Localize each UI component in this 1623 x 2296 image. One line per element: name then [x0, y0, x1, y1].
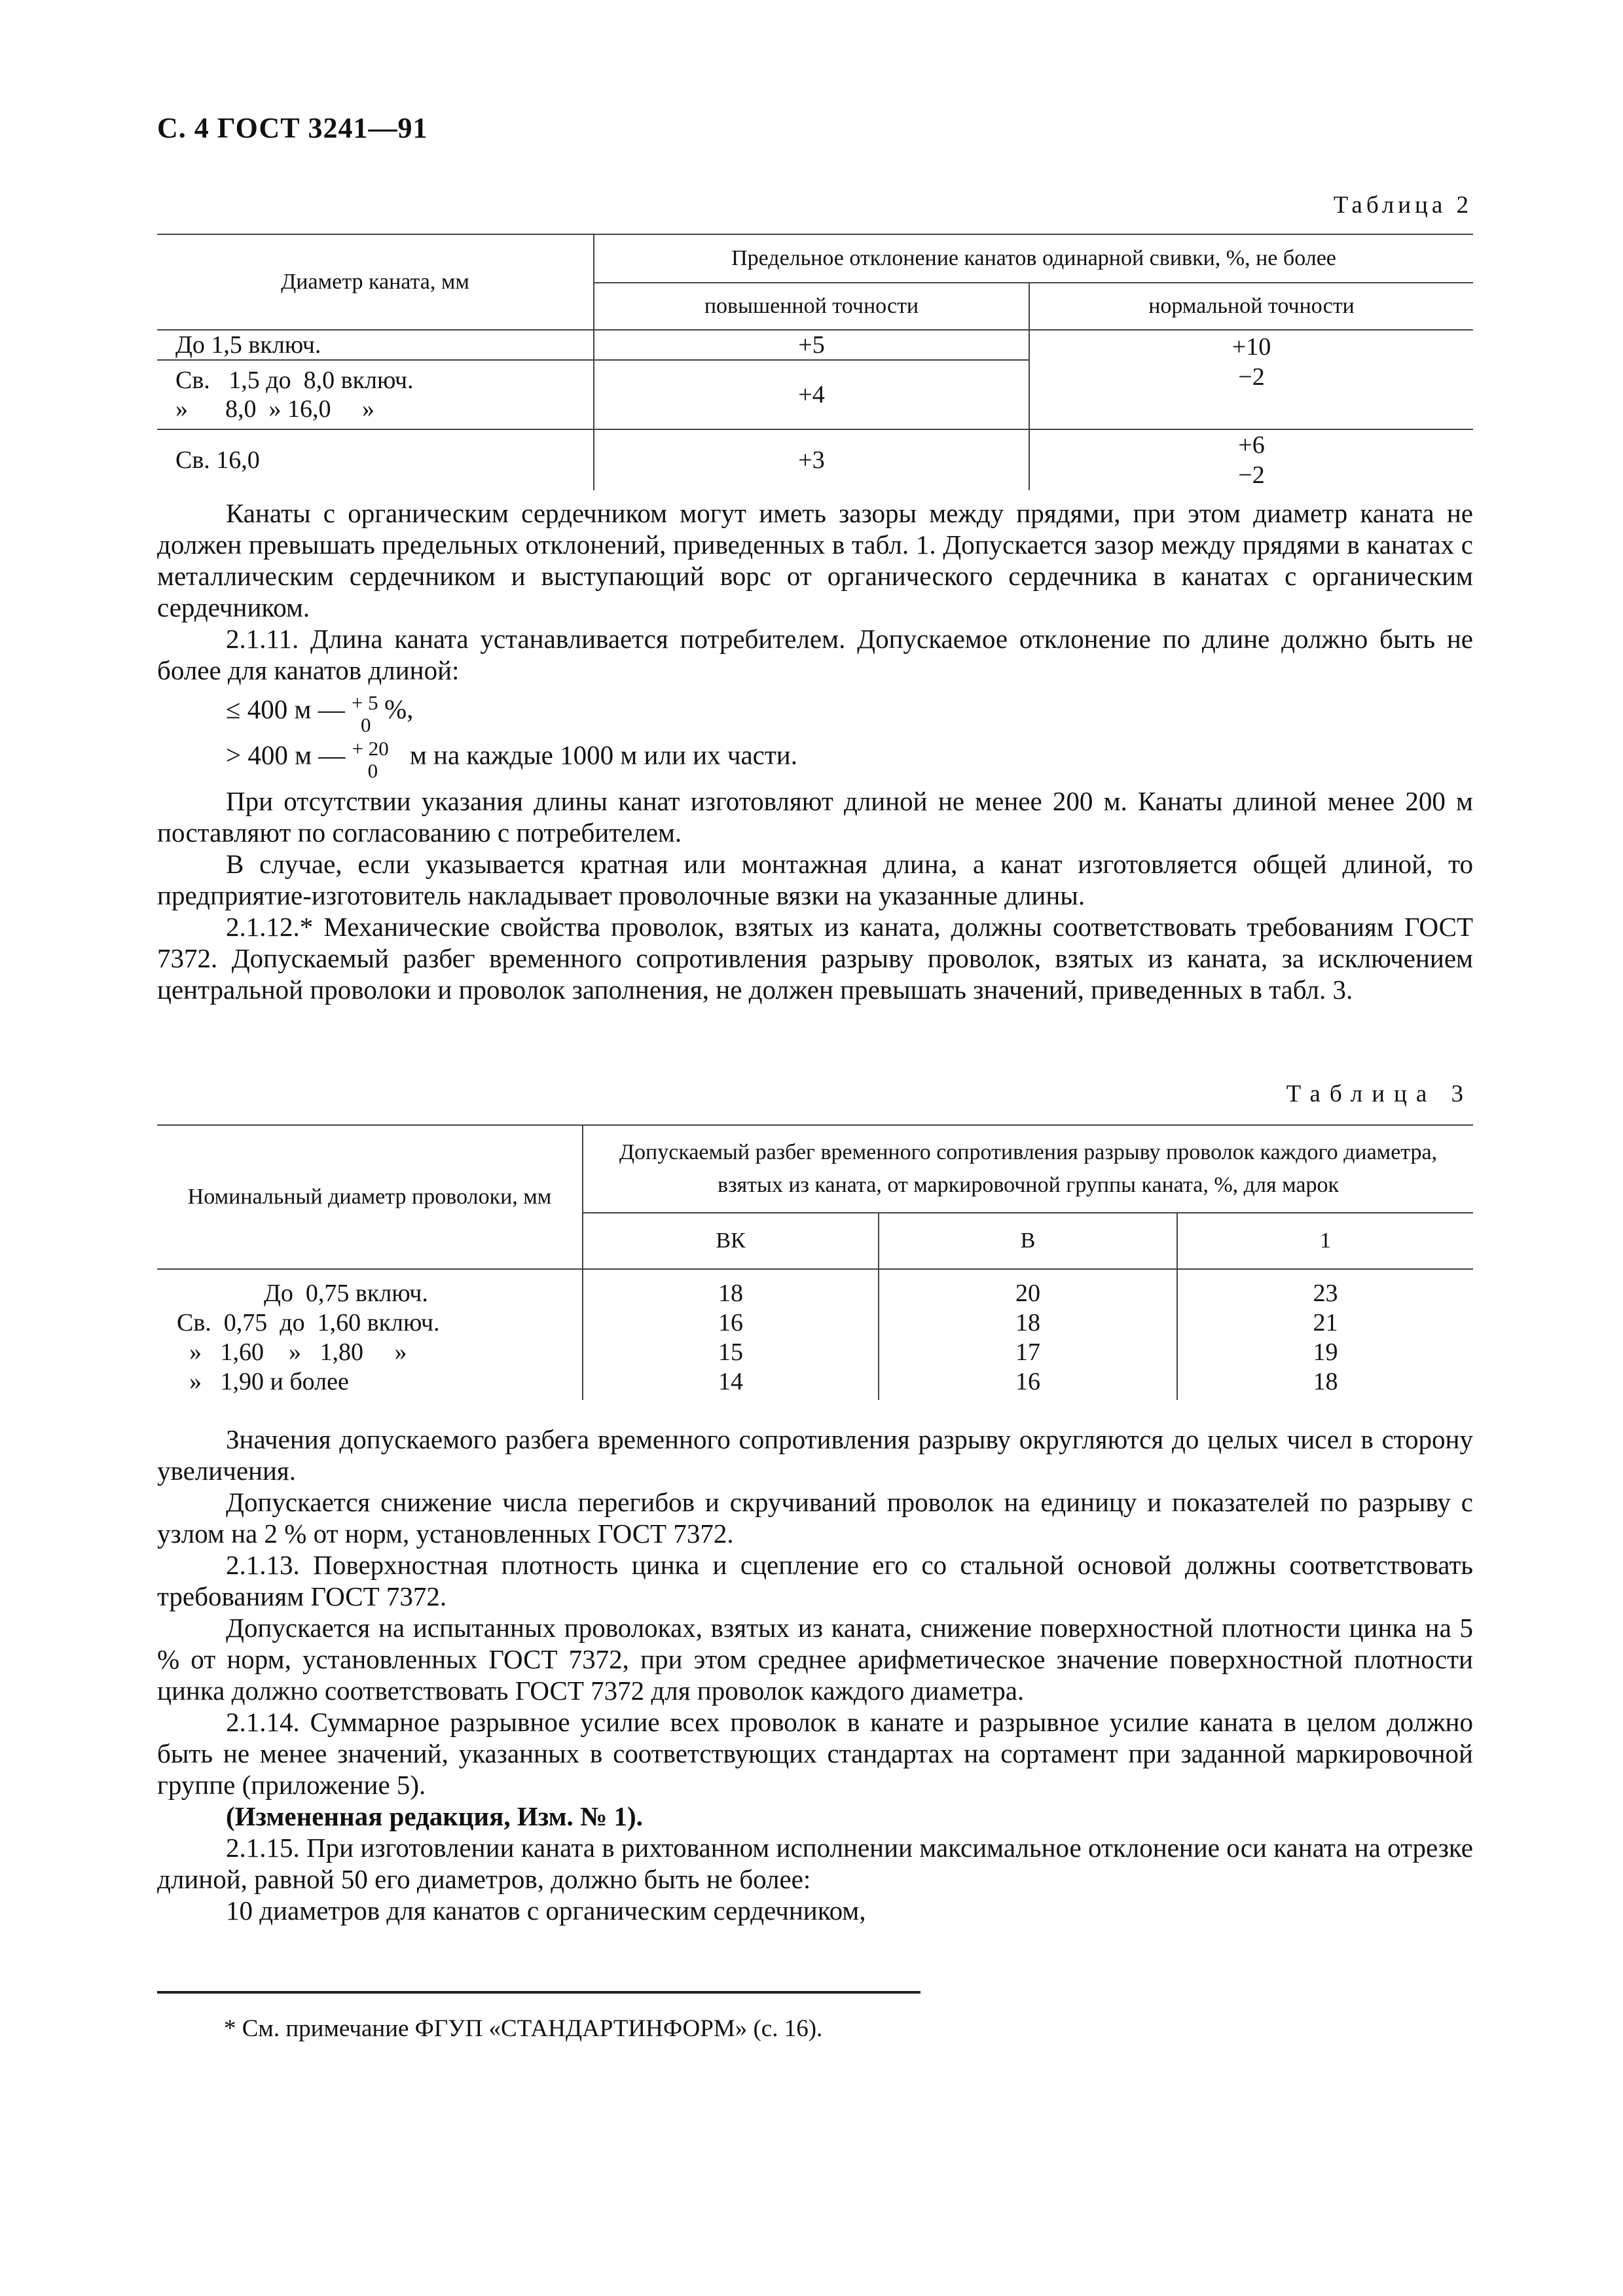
table2-col-high-precision: повышенной точности — [594, 283, 1029, 330]
table2-cell-normal — [1029, 429, 1473, 490]
table3-col-vk: ВК — [583, 1213, 879, 1269]
table3-cell: 18 — [1015, 1309, 1040, 1336]
table3-cell: 18 — [1313, 1368, 1338, 1395]
table3-cell: 15 — [718, 1338, 743, 1366]
table3-cell: 19 — [1313, 1338, 1338, 1366]
table2-cell-diameter: Св. 16,0 — [175, 446, 260, 474]
paragraph: В случае, если указывается кратная или монтажная длина, а канат изготовляется общей длиной, то предприятие-изготовитель накладывает проволочные вязки на указанные длины. — [157, 849, 1473, 910]
paragraph: При отсутствии указания длины канат изготовляют длиной не менее 200 м. Канаты длиной менее 200 м поставляют по согласованию с потребителем. — [157, 786, 1473, 848]
table3-cell: 18 — [718, 1280, 743, 1307]
paragraph: 2.1.13. Поверхностная плотность цинка и сцепление его со стальной основой должны соответствовать требованиям ГОСТ 7372. — [157, 1550, 1473, 1611]
table2-diameter-line: » 8,0 » 16,0 » — [175, 395, 374, 423]
table3-cell: 17 — [1015, 1338, 1040, 1366]
paragraph: Канаты с органическим сердечником могут иметь зазоры между прядями, при этом диаметр каната не должен превышать предельных отклонений, приведенных в табл. 1. Допускается зазор между прядями в канатах с металлическим сердечником и выступающий ворс от органического сердечника в канатах с органическим сердечником. — [157, 498, 1473, 622]
footnote-divider — [157, 1991, 921, 1994]
table2-caption: Таблица 2 — [1333, 192, 1472, 219]
body-text-block — [157, 497, 1473, 1005]
paragraph: Значения допускаемого разбега временного сопротивления разрыву округляются до целых чисел в сторону увеличения. — [157, 1424, 1473, 1486]
table3-col-diameter-header: Номинальный диаметр проволоки, мм — [157, 1125, 583, 1269]
table3 — [157, 1124, 1473, 1400]
tolerance-fraction — [351, 691, 390, 736]
tolerance-fraction — [352, 737, 403, 782]
table3-cell: 20 — [1015, 1280, 1040, 1307]
body-text-block — [157, 1424, 1473, 1926]
table3-cell: 14 — [718, 1368, 743, 1395]
formula-lead: ≤ 400 м — — [226, 694, 345, 725]
table3-diameter-cell: До 0,75 включ. — [177, 1280, 428, 1307]
page-header: С. 4 ГОСТ 3241—91 — [157, 112, 428, 144]
table3-diameter-cell: » 1,60 » 1,80 » — [177, 1338, 407, 1366]
paragraph: 2.1.11. Длина каната устанавливается потребителем. Допускаемое отклонение по длине должно быть не более для канатов длиной: — [157, 624, 1473, 685]
table3-cell: 21 — [1313, 1309, 1338, 1336]
footnote: * См. примечание ФГУП «СТАНДАРТИНФОРМ» (с. 16). — [224, 2015, 823, 2042]
table2-normal-minus: −2 — [1238, 461, 1265, 489]
amendment-note: (Измененная редакция, Изм. № 1). — [226, 1801, 643, 1831]
table2-cell-high: +3 — [594, 429, 1029, 490]
table3-diameter-column — [157, 1269, 583, 1400]
table2-group-header: Предельное отклонение канатов одинарной свивки, %, не более — [594, 234, 1473, 283]
table3-cell: 16 — [1015, 1368, 1040, 1395]
table2-cell-diameter: До 1,5 включ. — [157, 330, 594, 360]
formula-tail: %, — [384, 694, 414, 725]
tolerance-upper: + 20 — [352, 737, 389, 760]
table3-col-1: 1 — [1177, 1213, 1473, 1269]
table2-normal-plus: +6 — [1238, 431, 1265, 459]
table3-v-column — [879, 1269, 1177, 1400]
formula-length-gt-400 — [226, 737, 1473, 782]
table3-cell: 23 — [1313, 1280, 1338, 1307]
formula-length-le-400 — [226, 691, 1473, 736]
paragraph: 2.1.14. Суммарное разрывное усилие всех проволок в канате и разрывное усилие каната в целом должно быть не менее значений, указанных в соответствующих стандартах на сортамент при заданной маркировочной группе (приложение 5). — [157, 1707, 1473, 1800]
table2-cell-diameter — [157, 360, 594, 429]
tolerance-lower: 0 — [360, 713, 371, 736]
table2-normal-minus: −2 — [1238, 363, 1265, 391]
table3-col-v: В — [879, 1213, 1177, 1269]
tolerance-upper: + 5 — [351, 691, 378, 714]
paragraph: Допускается снижение числа перегибов и скручиваний проволок на единицу и показателей по разрыву с узлом на 2 % от норм, установленных ГОСТ 7372. — [157, 1487, 1473, 1549]
table3-vk-column — [583, 1269, 879, 1400]
table2-diameter-line: Св. 1,5 до 8,0 включ. — [175, 367, 414, 394]
formula-lead: > 400 м — — [226, 740, 346, 770]
paragraph: 2.1.12.* Механические свойства проволок, взятых из каната, должны соответствовать требованиям ГОСТ 7372. Допускаемый разбег временного сопротивления разрыву проволок, взятых из каната, за исключением центральной проволоки и проволок заполнения, не должен превышать значений, приведенных в табл. 3. — [157, 912, 1473, 1005]
table3-group-header: Допускаемый разбег временного сопротивления разрыву проволок каждого диаметра, взятых из каната, от маркировочной группы каната, %, для марок — [583, 1125, 1473, 1213]
table2-cell-normal — [1029, 330, 1473, 429]
paragraph: 2.1.15. При изготовлении каната в рихтованном исполнении максимальное отклонение оси каната на отрезке длиной, равной 50 его диаметров, должно быть не более: — [157, 1833, 1473, 1894]
tolerance-lower: 0 — [367, 759, 378, 782]
table3-cell: 16 — [718, 1309, 743, 1336]
table2-cell-high: +5 — [594, 330, 1029, 360]
table2 — [157, 234, 1473, 490]
formula-tail: м на каждые 1000 м или их части. — [409, 740, 797, 770]
table3-diameter-cell: » 1,90 и более — [177, 1368, 349, 1395]
table3-diameter-cell: Св. 0,75 до 1,60 включ. — [177, 1309, 440, 1336]
table3-1-column — [1177, 1269, 1473, 1400]
paragraph: Допускается на испытанных проволоках, взятых из каната, снижение поверхностной плотности цинка на 5 % от норм, установленных ГОСТ 7372, при этом среднее арифметическое значение поверхностной плотности цинка должно соответствовать ГОСТ 7372 для проволок каждого диаметра. — [157, 1613, 1473, 1706]
table2-cell-high: +4 — [594, 360, 1029, 429]
table2-col-normal-precision: нормальной точности — [1029, 283, 1473, 330]
table2-normal-plus: +10 — [1231, 333, 1271, 361]
table2-col-diameter-header: Диаметр каната, мм — [157, 234, 594, 330]
paragraph: 10 диаметров для канатов с органическим сердечником, — [226, 1895, 866, 1926]
table3-caption: Таблица 3 — [1286, 1081, 1472, 1107]
